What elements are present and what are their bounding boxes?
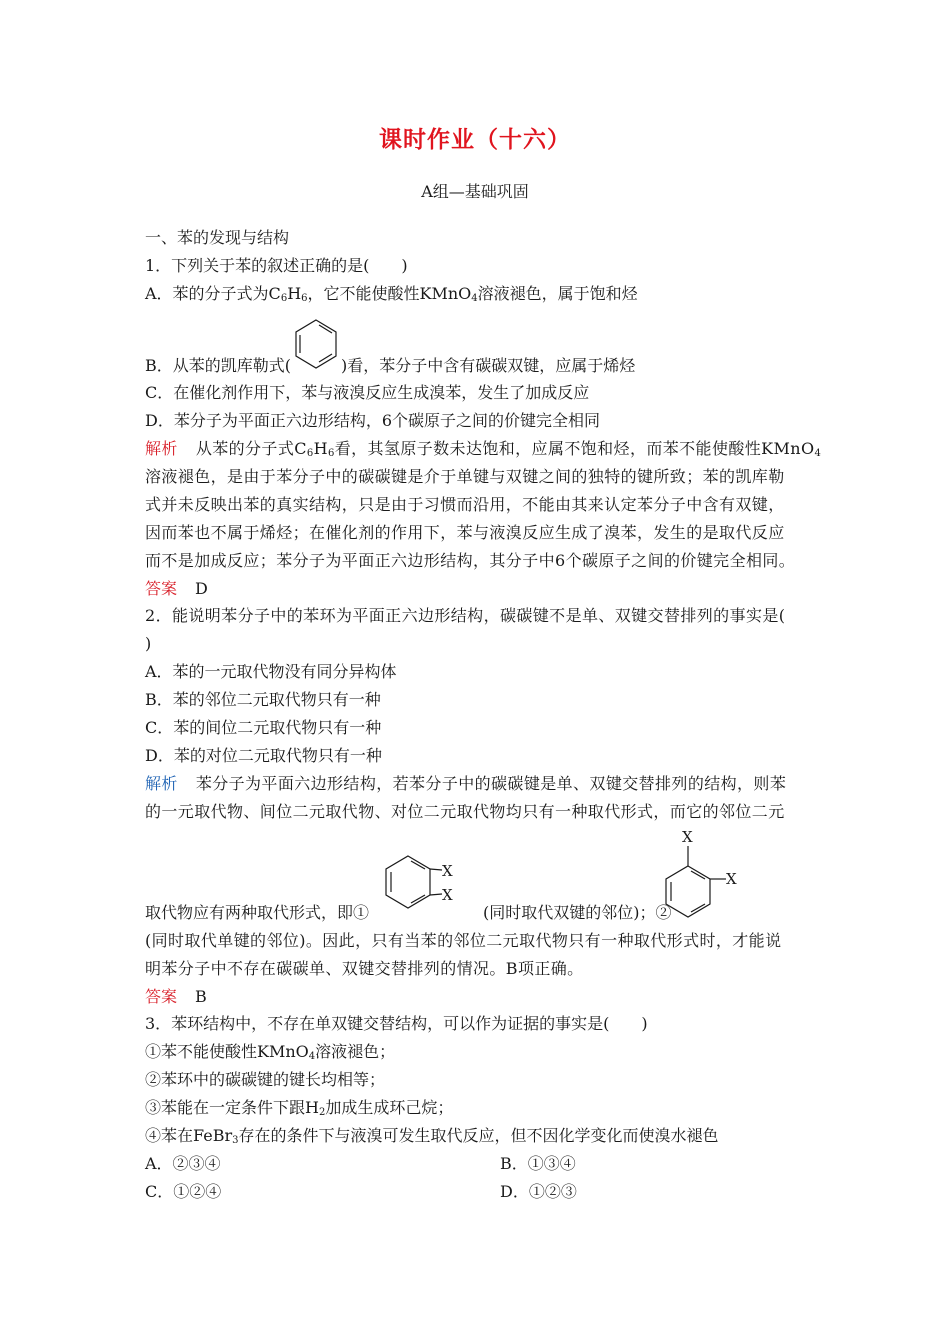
q1-analysis-line: 而不是加成反应；苯分子为平面正六边形结构，其分子中6个碳原子之间的价键完全相同。 xyxy=(145,551,796,570)
q1-analysis-line: 式并未反映出苯的真实结构，只是由于习惯而沿用，不能由其来认定苯分子中含有双键， xyxy=(145,495,785,514)
answer-label: 答案 xyxy=(145,579,178,598)
section-heading: 一、苯的发现与结构 xyxy=(145,228,290,247)
substituent-x: X xyxy=(726,870,737,888)
q2-analysis-line: 取代物应有两种取代形式，即① (同时取代双键的邻位)；② xyxy=(145,903,672,922)
q2-option-b: B．苯的邻位二元取代物只有一种 xyxy=(145,690,381,709)
analysis-label: 解析 xyxy=(145,439,178,458)
analysis-label: 解析 xyxy=(145,774,178,793)
group-subtitle: A组—基础巩固 xyxy=(421,182,529,201)
q1-answer: 答案 D xyxy=(145,579,208,598)
q2-analysis-line: 明苯分子中不存在碳碳单、双键交替排列的情况。B项正确。 xyxy=(145,959,584,978)
ortho-structure-1 xyxy=(378,850,468,922)
q1-option-c: C．在催化剂作用下，苯与液溴反应生成溴苯，发生了加成反应 xyxy=(145,383,590,402)
q2-option-a: A．苯的一元取代物没有同分异构体 xyxy=(145,662,397,681)
ortho-structure-2 xyxy=(660,826,750,922)
q1-analysis-line: 溶液褪色，是由于苯分子中的碳碳键是介于单键与双键之间的独特的键所致；苯的凯库勒 xyxy=(145,467,785,486)
substituent-x: X xyxy=(442,886,453,904)
q1-analysis-line: 解析 从苯的分子式$C_6H_6$看，其氢原子数未达饱和，应属不饱和烃，而苯不能使酸性KMnO$_4$ xyxy=(145,439,822,459)
page-title: 课时作业（十六） xyxy=(379,127,571,153)
q2-option-d: D．苯的对位二元取代物只有一种 xyxy=(145,746,382,765)
q2-stem-end: ) xyxy=(145,634,152,653)
substituent-x: X xyxy=(442,862,453,880)
q1-analysis-line: 因而苯也不属于烯烃；在催化剂的作用下，苯与液溴反应生成了溴苯，发生的是取代反应 xyxy=(145,523,785,542)
q1-option-b: B．从苯的凯库勒式( )看，苯分子中含有碳碳双键，应属于烯烃 xyxy=(145,356,636,375)
q1-option-a: A．苯的分子式为$C_6H_6$，它不能使酸性KMnO$_4$溶液褪色，属于饱和烃 xyxy=(145,284,638,304)
answer-label: 答案 xyxy=(145,987,178,1006)
q2-analysis-line: (同时取代单键的邻位)。因此，只有当苯的邻位二元取代物只有一种取代形式时，才能说 xyxy=(145,931,782,950)
q2-analysis-line: 解析 苯分子为平面六边形结构，若苯分子中的碳碳键是单、双键交替排列的结构，则苯 xyxy=(145,774,787,793)
q3-option-a: A．②③④ xyxy=(145,1154,221,1173)
q3-statement-2: ②苯环中的碳碳键的键长均相等； xyxy=(145,1070,386,1089)
q2-option-c: C．苯的间位二元取代物只有一种 xyxy=(145,718,382,737)
q1-option-d: D．苯分子为平面正六边形结构，6个碳原子之间的价键完全相同 xyxy=(145,411,601,430)
q2-stem: 2．能说明苯分子中的苯环为平面正六边形结构，碳碳键不是单、双键交替排列的事实是( xyxy=(145,606,786,625)
q3-statement-3: ③苯能在一定条件下跟$H_2$加成生成环己烷； xyxy=(145,1098,454,1118)
q2-analysis-line: 的一元取代物、间位二元取代物、对位二元取代物均只有一种取代形式，而它的邻位二元 xyxy=(145,802,785,821)
kekule-benzene-structure xyxy=(292,316,340,376)
q3-statement-1: ①苯不能使酸性KMnO$_4$溶液褪色； xyxy=(145,1042,396,1062)
q3-stem: 3．苯环结构中，不存在单双键交替结构，可以作为证据的事实是( ) xyxy=(145,1014,648,1033)
q2-answer: 答案 B xyxy=(145,987,207,1006)
q3-option-d: D．①②③ xyxy=(500,1182,577,1201)
q3-option-b: B．①③④ xyxy=(500,1154,576,1173)
q1-stem: 1．下列关于苯的叙述正确的是( ) xyxy=(145,256,408,275)
q3-statement-4: ④苯在FeBr$_3$存在的条件下与液溴可发生取代反应，但不因化学变化而使溴水褪色 xyxy=(145,1126,719,1146)
substituent-x: X xyxy=(682,828,693,846)
q3-option-c: C．①②④ xyxy=(145,1182,222,1201)
